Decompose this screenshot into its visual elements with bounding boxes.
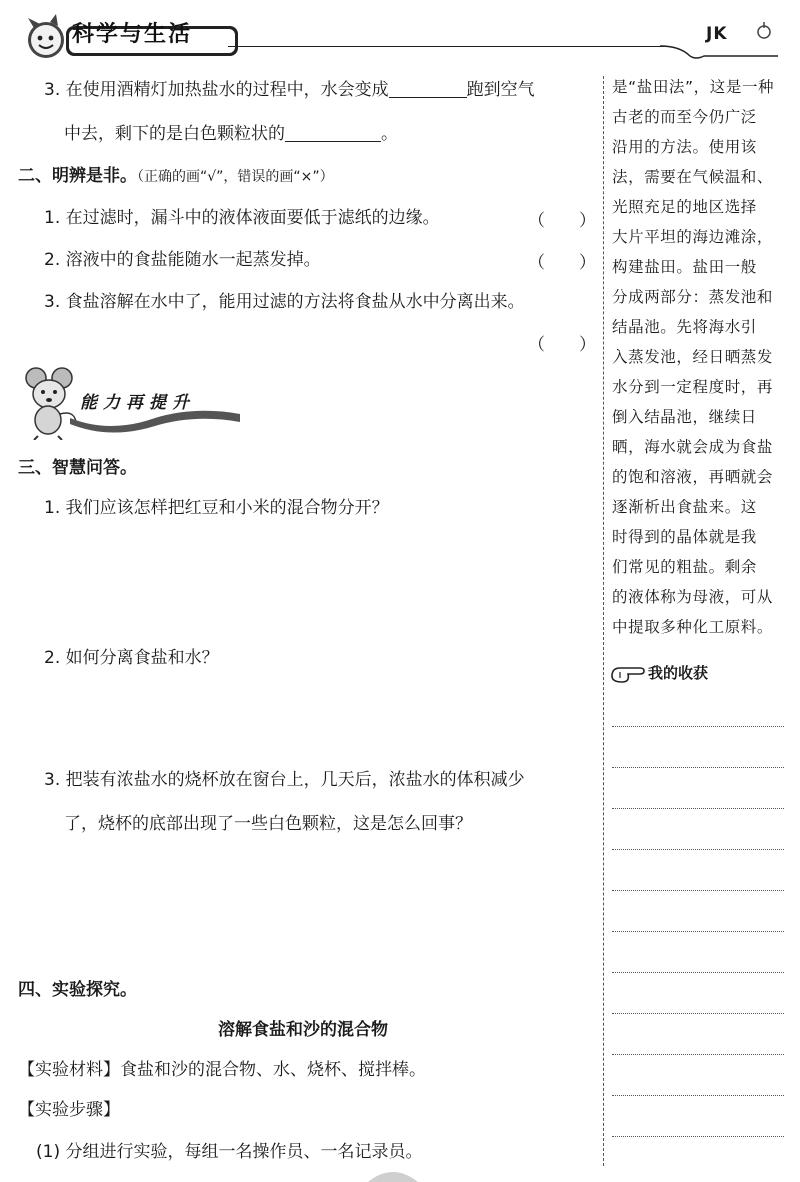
- sidebar-text-line: 逐渐析出食盐来。这: [612, 498, 757, 516]
- section-judge-heading: [18, 164, 334, 189]
- sidebar-text-line: 水分到一定程度时，再: [612, 378, 774, 396]
- fill-question-3-line2: [64, 122, 398, 146]
- fill-q3-text-b: 跑到空气: [466, 80, 535, 100]
- judge-answer-2[interactable]: （ ）: [528, 253, 596, 273]
- fill-q3-text-c: 中去，剩下的是白色颗粒状的: [64, 124, 285, 144]
- sidebar-text-line: 倒入结晶池，继续日: [612, 408, 757, 426]
- notes-line-7[interactable]: [612, 972, 784, 973]
- sidebar-text-line: 的饱和溶液，再晒就会: [612, 468, 774, 486]
- sidebar-text-line: 中提取多种化工原料。: [612, 618, 774, 636]
- judge-answer-3[interactable]: （ ）: [528, 335, 596, 355]
- sidebar-text-line: 大片平坦的海边滩涂，: [612, 228, 774, 246]
- qa-question-3-line1: 3. 把装有浓盐水的烧杯放在窗台上，几天后，浓盐水的体积减少: [44, 770, 525, 790]
- notes-line-6[interactable]: [612, 931, 784, 932]
- fill-question-3-line1: [44, 78, 535, 102]
- sidebar-text-line: 晒，海水就会成为食盐: [612, 438, 774, 456]
- sidebar-divider: [603, 76, 604, 1166]
- sidebar-text-line: 分成两部分：蒸发池和: [612, 288, 774, 306]
- experiment-materials: 【实验材料】食盐和沙的混合物、水、烧杯、搅拌棒。: [18, 1060, 426, 1080]
- notes-line-9[interactable]: [612, 1054, 784, 1055]
- fill-q3-text-a: 3. 在使用酒精灯加热盐水的过程中，水会变成: [44, 80, 389, 100]
- fill-q3-text-d: 。: [381, 124, 398, 144]
- sidebar-text-line: 时得到的晶体就是我: [612, 528, 757, 546]
- harvest-label: 我的收获: [648, 664, 709, 682]
- notes-line-1[interactable]: [612, 726, 784, 727]
- fill-blank-1[interactable]: [389, 79, 467, 98]
- section-experiment-heading: 四、实验探究。: [18, 980, 137, 1000]
- header-code: JK: [706, 24, 728, 44]
- header-title: 科学与生活: [72, 22, 193, 47]
- sidebar-text-line: 构建盐田。盐田一般: [612, 258, 757, 276]
- notes-line-8[interactable]: [612, 1013, 784, 1014]
- experiment-steps-label: 【实验步骤】: [18, 1100, 120, 1120]
- notes-line-10[interactable]: [612, 1095, 784, 1096]
- experiment-step-1: (1) 分组进行实验，每组一名操作员、一名记录员。: [36, 1142, 423, 1162]
- notes-line-5[interactable]: [612, 890, 784, 891]
- fill-blank-2[interactable]: [285, 123, 381, 142]
- section-qa-heading: 三、智慧问答。: [18, 458, 137, 478]
- judge-item-3: 3. 食盐溶解在水中了，能用过滤的方法将食盐从水中分离出来。: [44, 292, 525, 312]
- sidebar-text-line: 法，需要在气候温和、: [612, 168, 774, 186]
- notes-line-4[interactable]: [612, 849, 784, 850]
- sidebar-text-line: 是“盐田法”，这是一种: [612, 78, 775, 96]
- banner-title: 能力再提升: [80, 393, 195, 413]
- sidebar-text-line: 们常见的粗盐。剩余: [612, 558, 757, 576]
- qa-question-2: 2. 如何分离食盐和水？: [44, 648, 219, 668]
- judge-heading-text: 二、明辨是非。: [18, 166, 137, 186]
- experiment-title: 溶解食盐和沙的混合物: [218, 1020, 388, 1040]
- header-rule: [228, 46, 668, 47]
- qa-question-1: 1. 我们应该怎样把红豆和小米的混合物分开？: [44, 498, 389, 518]
- notes-line-2[interactable]: [612, 767, 784, 768]
- judge-item-1: 1. 在过滤时，漏斗中的液体液面要低于滤纸的边缘。: [44, 208, 440, 228]
- sidebar-text-line: 结晶池。先将海水引: [612, 318, 757, 336]
- pointing-hand-icon: [610, 660, 646, 686]
- sidebar-text-line: 光照充足的地区选择: [612, 198, 757, 216]
- judge-item-2: 2. 溶液中的食盐能随水一起蒸发掉。: [44, 250, 321, 270]
- page-bottom-tab: [368, 1168, 418, 1182]
- judge-answer-1[interactable]: （ ）: [528, 211, 596, 231]
- sidebar-text-line: 的液体称为母液，可从: [612, 588, 774, 606]
- notes-line-11[interactable]: [612, 1136, 784, 1137]
- sidebar-text-line: 入蒸发池，经日晒蒸发: [612, 348, 774, 366]
- judge-heading-note: （正确的画“√”，错误的画“×”）: [137, 169, 334, 185]
- sidebar-text-line: 古老的而至今仍广泛: [612, 108, 757, 126]
- sidebar-text-line: 沿用的方法。使用该: [612, 138, 757, 156]
- qa-question-3-line2: 了，烧杯的底部出现了一些白色颗粒，这是怎么回事？: [64, 814, 472, 834]
- notes-line-3[interactable]: [612, 808, 784, 809]
